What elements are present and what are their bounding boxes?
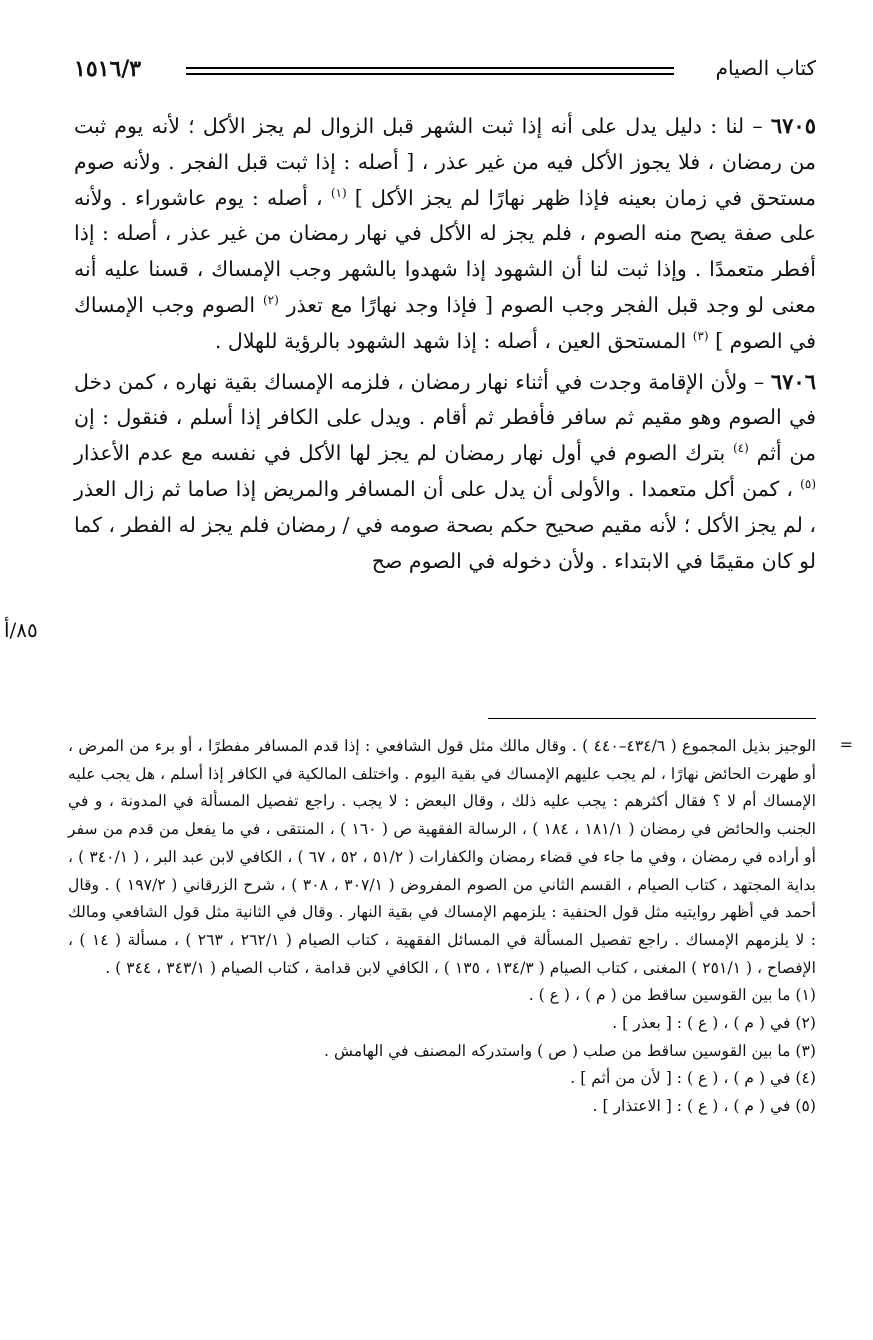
footnote-ref: (١) xyxy=(330,185,347,200)
footnote-continuation: الوجيز بذيل المجموع ( ٤٣٤/٦–٤٤٠ ) . وقال مالك مثل قول الشافعي : إذا قدم المسافر مفطرًا ، أو برء من المرض ، أو طهرت الحائض نهارًا ، لم يجب عليهم الإمساك في بقية اليوم . واختلف المالكية في الكافر إذا أسلم ، هل يجب عليه الإمساك أم لا ؟ فقال أكثرهم : يجب عليه ذلك ، وقال البعض : لا يجب . راجع تفصيل المسألة في المدونة ، و في الجنب والحائض في رمضان ( ١٨١/١ ، ١٨٤ ) ، الرسالة الفقهية ص ( ١٦٠ ) ، المنتقى ، في ما يفعل من قدم من سفر أو أراده في رمضان ، وفي ما جاء في قضاء رمضان والكفارات ( ٥١/٢ ، ٥٢ ، ٦٧ ) ، الكافي لابن عبد البر ، ( ٣٤٠/١ ) ، بداية المجتهد ، كتاب الصيام ، القسم الثاني من الصوم المفروض ( ٣٠٧/١ ، ٣٠٨ ) ، شرح الزرقاني ( ١٩٧/٢ ) . وقال أحمد في أظهر روايتيه مثل قول الحنفية : يلزمهم الإمساك في بقية النهار . وقال في الثانية مثل قول الشافعي ومالك : لا يلزمهم الإمساك . راجع تفصيل المسألة في المسائل الفقهية ، كتاب الصيام ( ٢٦٢/١ ، ٢٦٣ ) ، مسألة ( ١٤ ) ، الإفصاح ، ( ٢٥١/١ ) المغنى ، كتاب الصيام ( ١٣٤/٣ ، ١٣٥ ) ، الكافي لابن قدامة ، كتاب الصيام ( ٣٤٣/١ ، ٣٤٤ ) . xyxy=(68,737,817,977)
footnotes xyxy=(68,733,816,1121)
footnote-ref: (٥) xyxy=(800,477,816,492)
main-text xyxy=(74,108,816,579)
paragraph-6705 xyxy=(74,108,816,360)
paragraph-text: – ولأن الإقامة وجدت في أثناء نهار رمضان ، فلزمه الإمساك بقية نهاره ، كمن دخل في الصوم وهو مقيم ثم سافر فأفطر ثم أقام . ويدل على الكافر إذا أسلم ، فنقول : إن من أثم xyxy=(74,369,816,466)
footnote-4: (٤) في ( م ) ، ( ع ) : [ لأن من أثم ] . xyxy=(570,1069,816,1088)
paragraph-text: ، كمن أكل متعمدا . والأولى أن يدل على أن المسافر والمريض إذا صاما ثم زال العذر ، لم يجز الأكل ؛ لأنه مقيم صحيح حكم بصحة صومه في / رمضان فلم يجز له الفطر ، كما لو كان مقيمًا في الابتداء . ولأن دخوله في الصوم صح xyxy=(74,476,816,573)
footnote-1: (١) ما بين القوسين ساقط من ( م ) ، ( ع ) . xyxy=(528,986,816,1005)
paragraph-text: بترك الصوم في أول نهار رمضان لم يجز لها الأكل في نفسه مع عدم الأعذار xyxy=(74,441,733,466)
footnote-continuation-mark: = xyxy=(839,735,853,754)
book-title: كتاب الصيام xyxy=(715,56,816,80)
paragraph-text: – لنا : دليل يدل على أنه إذا ثبت الشهر قبل الزوال لم يجز الأكل ؛ لأنه يوم ثبت من رمضان ، فلا يجوز الأكل فيه من غير عذر ، [ أصله : إذا ثبت قبل الفجر . ولأنه صوم مستحق في زمان بعينه فإذا ظهر نهارًا لم يجز الأكل ] xyxy=(74,114,816,210)
footnote-ref: (٤) xyxy=(732,441,749,456)
page-header xyxy=(74,52,816,92)
footnote-3: (٣) ما بين القوسين ساقط من صلب ( ص ) واستدركه المصنف في الهامش . xyxy=(324,1041,816,1060)
page-number: ١٥١٦/٣ xyxy=(74,56,142,82)
footnote-ref: (٣) xyxy=(692,328,709,343)
paragraph-text: الصوم وجب الإمساك في الصوم ] xyxy=(74,292,816,353)
paragraph-text: ، أصله : يوم عاشوراء . ولأنه على صفة يصح منه الصوم ، فلم يجز له الأكل في نهار رمضان من غير عذر ، أصله : إذا أفطر متعمدًا . وإذا ثبت لنا أن الشهود إذا شهدوا بالشهر وجب الإمساك ، قسنا عليه أنه معنى لو وجد قبل الفجر وجب الصوم [ فإذا وجد نهارًا مع تعذر xyxy=(74,185,816,317)
footnote-separator xyxy=(488,718,816,719)
manuscript-folio-marker: ٨٥/أ xyxy=(4,618,38,642)
header-rule xyxy=(186,67,674,75)
footnote-5: (٥) في ( م ) ، ( ع ) : [ الاعتذار ] . xyxy=(592,1097,816,1116)
footnote-ref: (٢) xyxy=(262,293,279,308)
paragraph-number: ٦٧٠٦ xyxy=(770,368,816,394)
footnote-2: (٢) في ( م ) ، ( ع ) : [ بعذر ] . xyxy=(612,1014,816,1033)
paragraph-text: المستحق العين ، أصله : إذا شهد الشهود بالرؤية للهلال . xyxy=(214,328,693,353)
paragraph-6706 xyxy=(74,364,816,580)
paragraph-number: ٦٧٠٥ xyxy=(770,113,816,138)
